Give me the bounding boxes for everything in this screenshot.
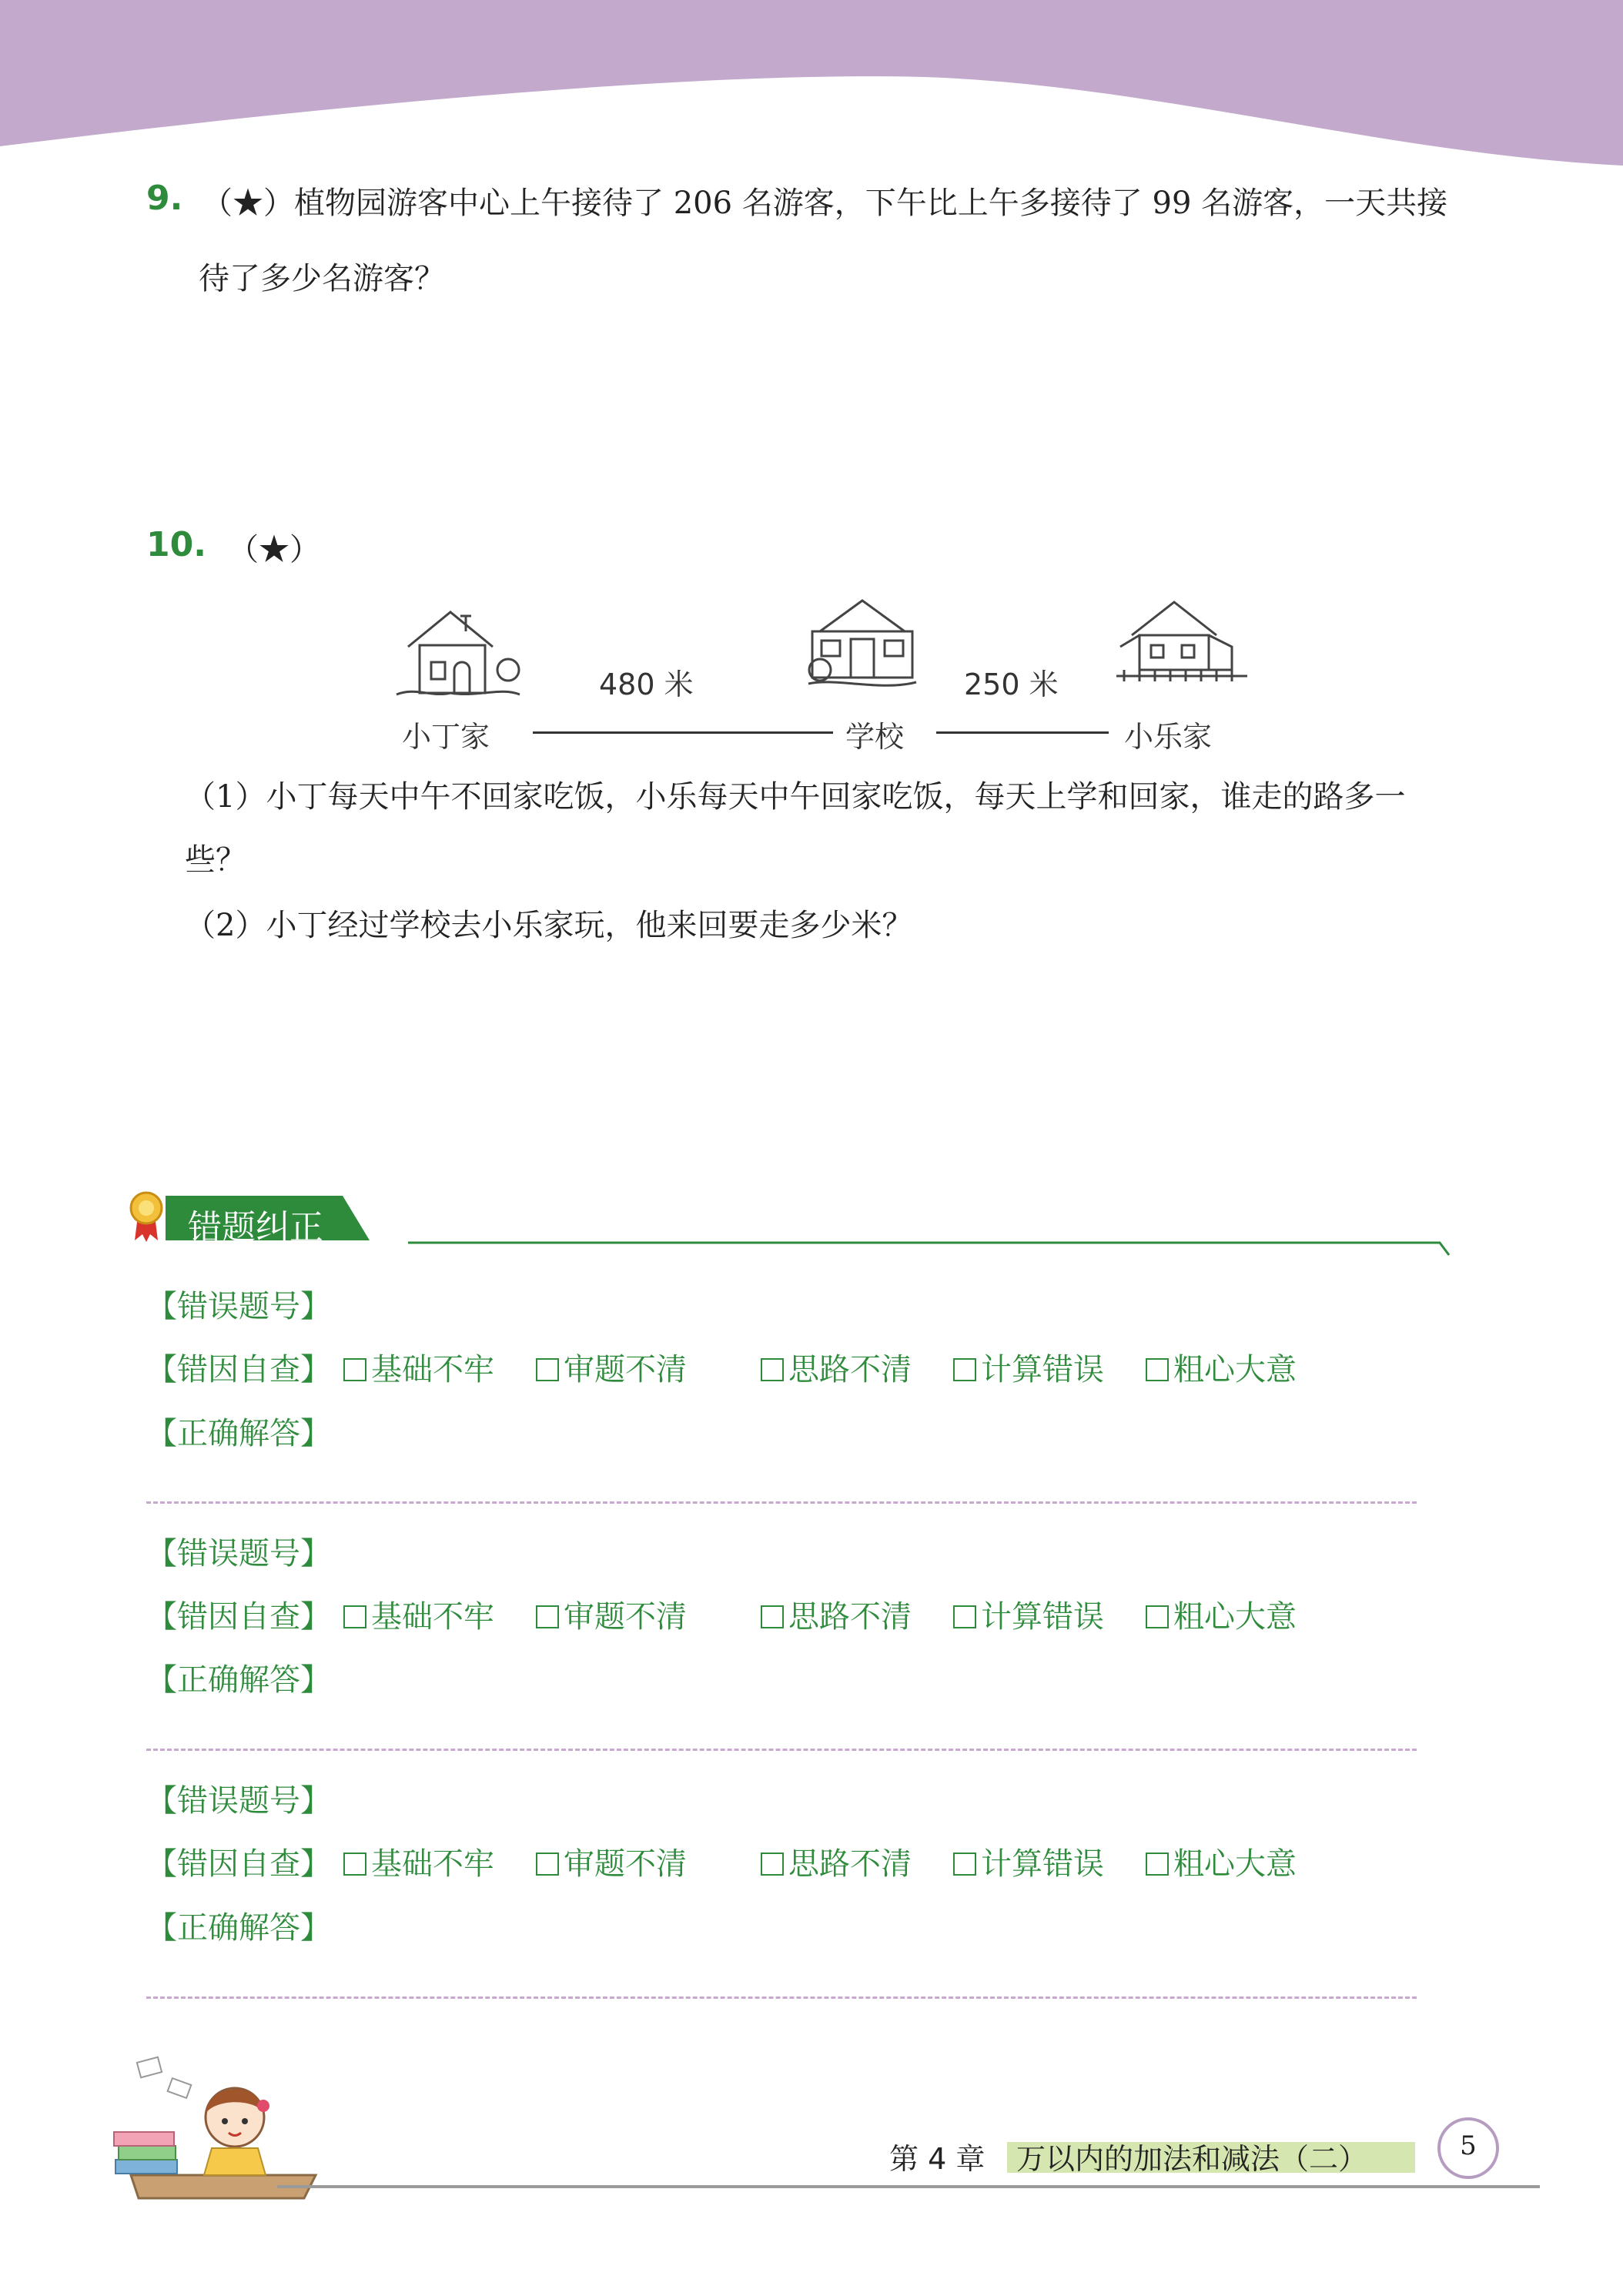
option-careless[interactable]: 粗心大意 bbox=[1146, 1345, 1297, 1389]
label-wrong-number: 【错误题号】 bbox=[146, 1536, 331, 1571]
option-basic-weak[interactable]: 基础不牢 bbox=[343, 1839, 494, 1883]
medal-icon bbox=[127, 1190, 166, 1243]
question-10-number: 10. bbox=[146, 525, 206, 564]
label-correct-answer: 【正确解答】 bbox=[146, 1910, 331, 1946]
label-correct-answer: 【正确解答】 bbox=[146, 1416, 331, 1451]
route-line-left bbox=[533, 731, 833, 734]
option-calc-error[interactable]: 计算错误 bbox=[953, 1345, 1104, 1389]
question-9-text-line2: 待了多少名游客？ bbox=[199, 261, 445, 296]
divider bbox=[146, 1501, 1417, 1504]
footer-line bbox=[277, 2185, 1540, 2188]
option-careless[interactable]: 粗心大意 bbox=[1146, 1839, 1297, 1883]
option-misread[interactable]: 审题不清 bbox=[536, 1345, 687, 1389]
place-xiaole-home: 小乐家 bbox=[1124, 720, 1213, 754]
label-error-cause: 【错因自查】 bbox=[146, 1846, 331, 1882]
distance-left-label: 480 米 bbox=[599, 668, 694, 701]
label-error-cause: 【错因自查】 bbox=[146, 1352, 331, 1387]
question-10-sub1-line2: 些？ bbox=[185, 842, 246, 878]
option-basic-weak[interactable]: 基础不牢 bbox=[343, 1592, 494, 1636]
label-error-cause: 【错因自查】 bbox=[146, 1599, 331, 1635]
header-band bbox=[0, 0, 1623, 169]
label-correct-answer: 【正确解答】 bbox=[146, 1662, 331, 1698]
correction-title: 错题纠正 bbox=[188, 1208, 323, 1247]
place-xiaoding-home: 小丁家 bbox=[402, 720, 490, 754]
question-10-star: （★） bbox=[228, 532, 320, 567]
question-10-sub1-line1: （1）小丁每天中午不回家吃饭，小乐每天中午回家吃饭，每天上学和回家，谁走的路多一 bbox=[185, 779, 1406, 815]
footer-chapter: 第 4 章 bbox=[889, 2142, 986, 2176]
divider bbox=[146, 1749, 1417, 1751]
question-9-text-line1: （★）植物园游客中心上午接待了 206 名游客，下午比上午多接待了 99 名游客，一天共接 bbox=[202, 186, 1448, 221]
option-unclear-thinking[interactable]: 思路不清 bbox=[761, 1592, 912, 1636]
section-underline bbox=[408, 1238, 1455, 1269]
place-school: 学校 bbox=[845, 720, 905, 754]
house-icon bbox=[1116, 593, 1247, 693]
route-line-right bbox=[936, 731, 1109, 734]
page-number: 5 bbox=[1460, 2130, 1477, 2161]
option-calc-error[interactable]: 计算错误 bbox=[953, 1839, 1104, 1883]
student-illustration bbox=[108, 2044, 323, 2206]
distance-right-label: 250 米 bbox=[964, 668, 1059, 701]
house-icon bbox=[393, 601, 524, 701]
question-10-sub2: （2）小丁经过学校去小乐家玩，他来回要走多少米？ bbox=[185, 908, 913, 943]
option-careless[interactable]: 粗心大意 bbox=[1146, 1592, 1297, 1636]
option-unclear-thinking[interactable]: 思路不清 bbox=[761, 1345, 912, 1389]
option-unclear-thinking[interactable]: 思路不清 bbox=[761, 1839, 912, 1883]
option-misread[interactable]: 审题不清 bbox=[536, 1592, 687, 1636]
footer-chapter-title: 万以内的加法和减法（二） bbox=[1016, 2142, 1368, 2176]
label-wrong-number: 【错误题号】 bbox=[146, 1289, 331, 1324]
option-basic-weak[interactable]: 基础不牢 bbox=[343, 1345, 494, 1389]
question-9-number: 9. bbox=[146, 179, 183, 218]
option-misread[interactable]: 审题不清 bbox=[536, 1839, 687, 1883]
option-calc-error[interactable]: 计算错误 bbox=[953, 1592, 1104, 1636]
label-wrong-number: 【错误题号】 bbox=[146, 1783, 331, 1819]
route-diagram bbox=[385, 585, 1255, 762]
divider bbox=[146, 1996, 1417, 1999]
school-icon bbox=[805, 593, 920, 693]
